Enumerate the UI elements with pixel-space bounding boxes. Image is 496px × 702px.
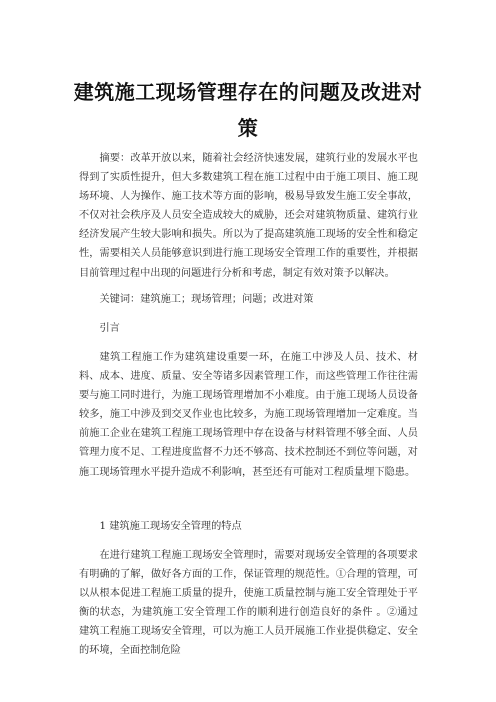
intro-paragraph: 建筑工程施工作为建筑建设重要一环，在施工中涉及人员、技术、材料、成本、进度、质量、安全等诸多因素管理工作，而这些管理工作往往需要与施工同时进行，为施工现场管理增加不小难度。由于施工现场人员设备较多，施工中涉及到交叉作业也比较多，为施工现场管理增加一定难度。当前施工企业在建筑工程施工现场管理中存在设备与材料管理不够全面、人员管理力度不足、工程进度监督不力还不够高、技术控制还不到位等问题，对施工现场管理水平提升造成不利影响，甚至还有可能对工程质量埋下隐患。: [79, 352, 418, 478]
intro-heading: 引言: [99, 323, 120, 334]
keywords-line: 关键词：建筑施工；现场管理；问题；改进对策: [99, 294, 314, 305]
section1-paragraph: 在进行建筑工程施工现场安全管理时，需要对现场安全管理的各项要求有明确的了解，做好各方面的工作，保证管理的规范性。①合理的管理，可以从根本促进工程施工质量的提升，使施工质量控制与施工安全管理处于平衡的状态，为建筑施工安全管理工作的顺利进行创造良好的条件 。②通过建筑工程施工现场安全管理，可以为施工人员开展施工作业提供稳定、安全的环境，全面控制危险: [79, 550, 418, 657]
document-title: 建筑施工现场管理存在的问题及改进对策: [73, 80, 423, 140]
abstract-paragraph: 摘要：改革开放以来，随着社会经济快速发展，建筑行业的发展水平也得到了实质性提升，但大多数建筑工程在施工过程中由于施工项目、施工现场环境、人为操作、施工技术等方面的影响，极易导致发生施工安全事故，不仅对社会秩序及人员安全造成较大的威胁，还会对建筑物质量、建筑行业经济发展产生较大影响和损失。所以为了提高建筑施工现场的安全性和稳定性，需要相关人员能够意识到进行施工现场安全管理工作的重要性，并根据目前管理过程中出现的问题进行分析和考虑，制定有效对策予以解决。: [79, 153, 418, 279]
section1-heading: 1 建筑施工现场安全管理的特点: [99, 521, 242, 532]
